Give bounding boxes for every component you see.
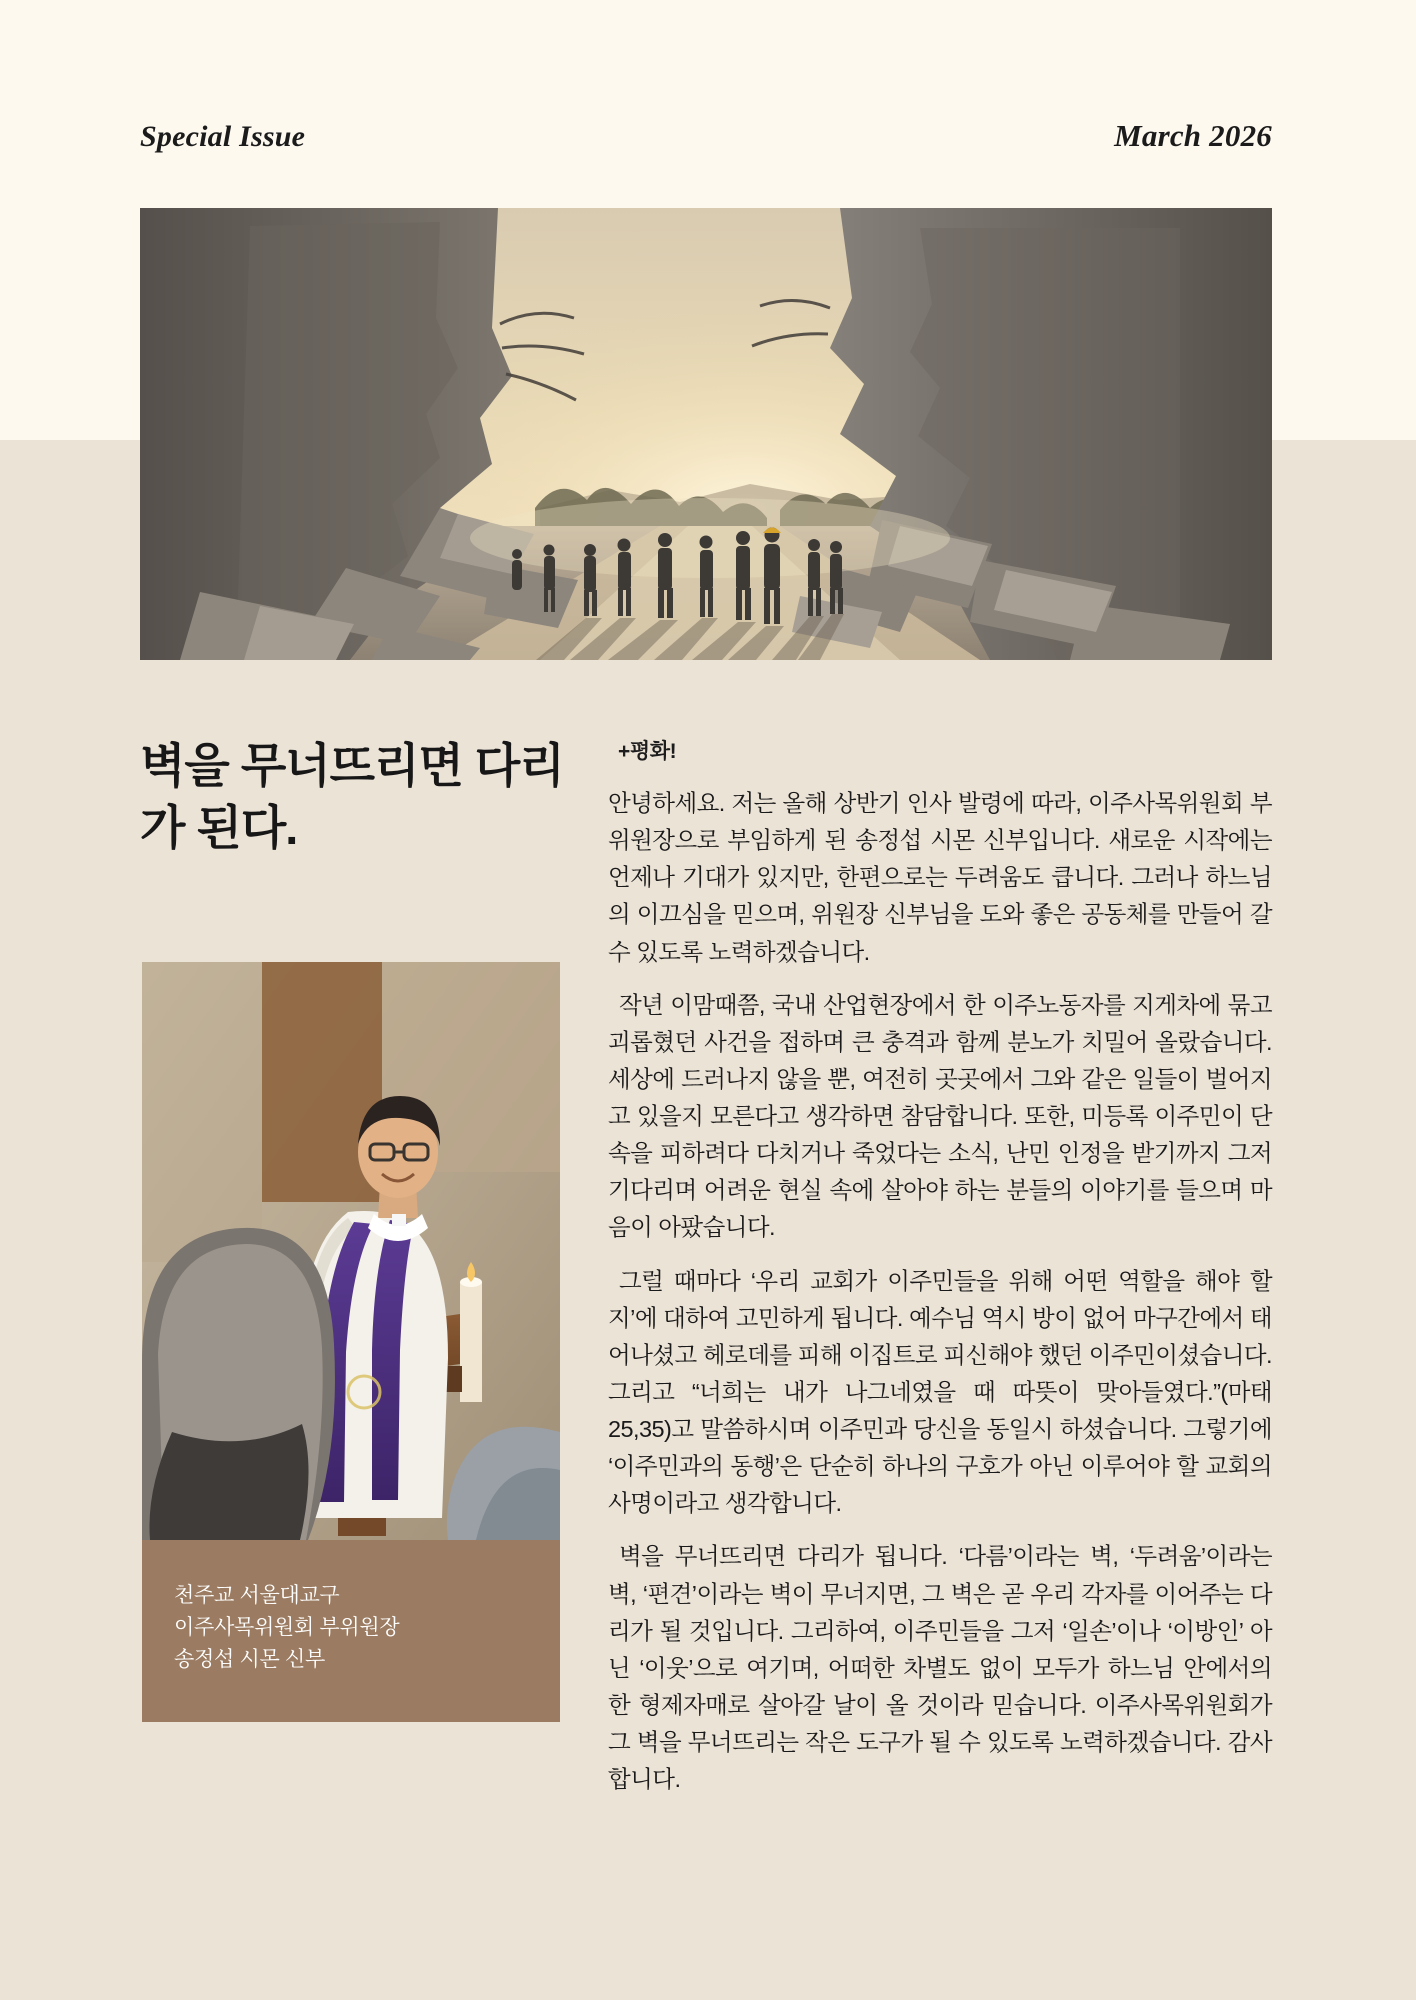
page-title: 벽을 무너뜨리면 다리가 된다.	[140, 739, 564, 855]
article-paragraph-4: 벽을 무너뜨리면 다리가 됩니다. ‘다름’이라는 벽, ‘두려움’이라는 벽, ‘편견’이라는 벽이 무너지면, 그 벽은 곧 우리 각자를 이어주는 다리가 될 것입니다. 그리하여, 이주민들을 그저 ‘일손’이나 ‘이방인’ 아닌 ‘이웃’으로 여기며, 어떠한 차별도 없이 모두가 하느님 안에서의 한 형제자매로 살아갈 날이 올 것이라 믿습니다. 이주사목위원회가 그 벽을 무너뜨리는 작은 도구가 될 수 있도록 노력하겠습니다. 감사합니다.	[608, 1543, 1272, 1793]
issue-label: Special Issue	[140, 120, 306, 153]
hero-image	[140, 208, 1272, 660]
broken-wall-photo-illustration	[140, 208, 1272, 660]
issue-date: March 2026	[1114, 118, 1272, 153]
caption-line-1: 천주교 서울대교구	[174, 1584, 340, 1607]
article-paragraph-2: 작년 이맘때쯤, 국내 산업현장에서 한 이주노동자를 지게차에 묶고 괴롭혔던 사건을 접하며 큰 충격과 함께 분노가 치밀어 올랐습니다. 세상에 드러나지 않을 뿐, 여전히 곳곳에서 그와 같은 일들이 벌어지고 있을지 모른다고 생각하면 참담합니다. 또한, 미등록 이주민이 단속을 피하려다 다치거나 죽었다는 소식, 난민 인정을 받기까지 그저 기다리며 어려운 현실 속에 살아야 하는 분들의 이야기를 들으며 마음이 아팠습니다.	[608, 991, 1272, 1241]
priest-photo-illustration	[142, 962, 560, 1540]
caption-line-3: 송정섭 시몬 신부	[174, 1647, 325, 1671]
caption-line-2: 이주사목위원회 부위원장	[174, 1615, 400, 1639]
article-paragraph-1: 안녕하세요. 저는 올해 상반기 인사 발령에 따라, 이주사목위원회 부위원장으로 부임하게 된 송정섭 시몬 신부입니다. 새로운 시작에는 언제나 기대가 있지만, 한편으로는 두려움도 큽니다. 그러나 하느님의 이끄심을 믿으며, 위원장 신부님을 도와 좋은 공동체를 만들어 갈 수 있도록 노력하겠습니다.	[608, 790, 1272, 965]
page-header	[140, 118, 1272, 154]
article-body	[608, 735, 1272, 1814]
article-paragraph-3: 그럴 때마다 ‘우리 교회가 이주민들을 위해 어떤 역할을 해야 할지’에 대하여 고민하게 됩니다. 예수님 역시 방이 없어 마구간에서 태어나셨고 헤로데를 피해 이집트로 피신해야 했던 이주민이셨습니다. 그리고 “너희는 내가 나그네였을 때 따뜻이 맞아들였다.”(마태 25,35)고 말씀하시며 이주민과 당신을 동일시 하셨습니다. 그렇기에 ‘이주민과의 동행’은 단순히 하나의 구호가 아닌 이루어야 할 교회의 사명이라고 생각합니다.	[608, 1267, 1272, 1517]
article-kicker: +평화!	[618, 740, 677, 763]
photo-caption	[142, 1540, 560, 1722]
portrait-image	[142, 962, 560, 1540]
